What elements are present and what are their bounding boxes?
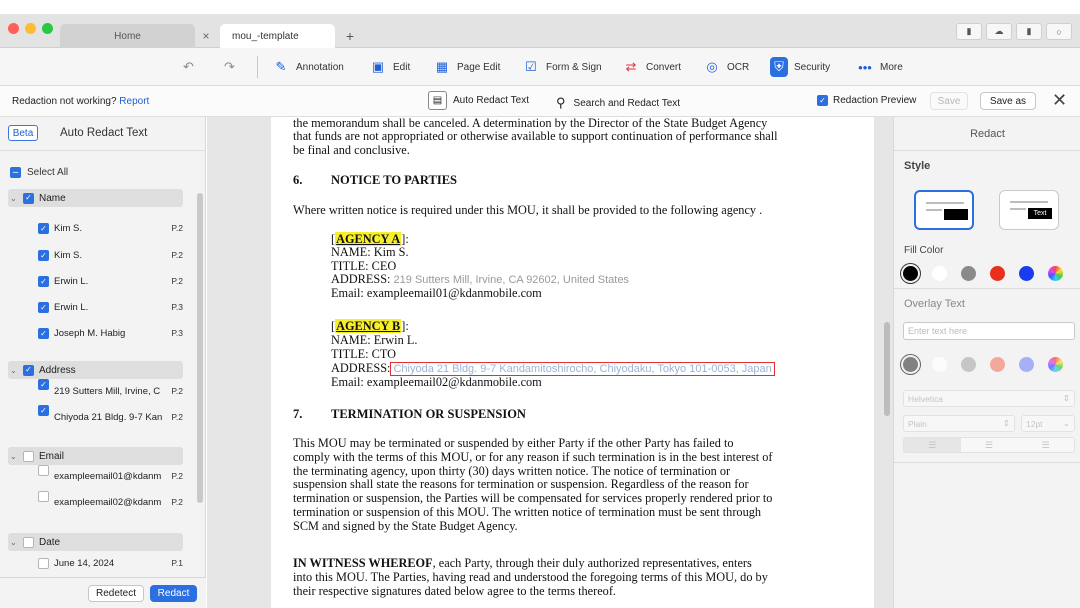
font-family-select[interactable]	[903, 390, 1075, 407]
chevron-down-icon[interactable]: ⌄	[10, 193, 17, 203]
address-label: ADDRESS:	[331, 361, 391, 375]
save-button[interactable]: Save	[930, 92, 968, 110]
beta-badge: Beta	[8, 125, 38, 141]
align-right-icon[interactable]: ☰	[1017, 438, 1074, 452]
chevron-down-icon: ⌄	[1062, 418, 1070, 428]
item-checkbox[interactable]	[38, 558, 49, 569]
item-checkbox[interactable]: ✓	[38, 379, 49, 390]
ocr-label: OCR	[727, 61, 750, 73]
item-label: Joseph M. Habig	[54, 328, 126, 339]
panel-scrollbar[interactable]	[197, 193, 203, 503]
item-label: exampleemail02@kdanm	[54, 497, 162, 508]
style-label: Style	[904, 160, 931, 172]
item-checkbox[interactable]: ✓	[38, 405, 49, 416]
swatch-gray[interactable]	[961, 266, 976, 281]
item-checkbox[interactable]: ✓	[38, 223, 49, 234]
item-label: Kim S.	[54, 250, 82, 261]
cloud-icon[interactable]: ☁	[986, 23, 1012, 40]
group-checkbox[interactable]	[23, 451, 34, 462]
section-number: 7.	[293, 407, 303, 421]
group-date[interactable]	[8, 533, 183, 551]
section-heading: NOTICE TO PARTIES	[331, 173, 457, 187]
doc-text: Email: exampleemail02@kdanmobile.com	[331, 375, 542, 389]
doc-text: termination or suspension, the Parties will be compensated for services properly rendered prior to	[293, 491, 773, 505]
zoom-window-button[interactable]	[42, 23, 53, 34]
doc-text: their respective signatures dated below agree to the terms thereof.	[293, 584, 617, 598]
user-icon[interactable]: ▮	[1016, 23, 1042, 40]
item-checkbox[interactable]	[38, 465, 49, 476]
convert-button[interactable]	[622, 57, 681, 77]
section-number: 6.	[293, 173, 303, 187]
doc-text: the terminating agency, upon thirty (30) days written notice. The notice of termination or	[293, 464, 731, 478]
more-label: More	[880, 61, 903, 73]
document-scrollbar[interactable]	[884, 322, 890, 416]
item-label: exampleemail01@kdanm	[54, 471, 162, 482]
panel-title: Auto Redact Text	[60, 127, 148, 139]
swatch-blue[interactable]	[1019, 266, 1034, 281]
swatch-black[interactable]	[903, 266, 918, 281]
doc-text: TITLE: CTO	[331, 347, 397, 361]
minimize-window-button[interactable]	[25, 23, 36, 34]
font-style-select[interactable]	[903, 415, 1015, 432]
list-item[interactable]	[38, 302, 183, 313]
list-item[interactable]	[38, 491, 183, 508]
doc-text: TITLE: CEO	[331, 259, 397, 273]
align-center-icon[interactable]: ☰	[961, 438, 1018, 452]
fill-block-icon	[944, 209, 968, 220]
font-family-value: Helvetica	[908, 393, 943, 404]
redaction-notice	[12, 96, 149, 107]
item-page: P.3	[171, 302, 183, 312]
doc-text: NAME: Erwin L.	[331, 333, 418, 347]
item-page: P.2	[171, 223, 183, 233]
list-item[interactable]	[38, 276, 183, 287]
group-label: Date	[39, 536, 61, 548]
checkbox-icon: ☑	[525, 59, 537, 74]
item-checkbox[interactable]: ✓	[38, 302, 49, 313]
item-label: 219 Sutters Mill, Irvine, C	[54, 386, 161, 397]
doc-text: NAME: Kim S.	[331, 245, 409, 259]
address-label: ADDRESS:	[331, 272, 391, 286]
overlay-text-label: Overlay Text	[904, 298, 965, 310]
group-label: Name	[39, 192, 66, 204]
style-option-text[interactable]	[999, 190, 1059, 230]
annotation-label: Annotation	[296, 61, 344, 73]
auto-redact-panel	[0, 117, 206, 608]
item-page: P.2	[171, 276, 183, 286]
align-left-icon[interactable]: ☰	[904, 438, 961, 452]
style-line	[1010, 208, 1026, 210]
page-edit-label: Page Edit	[457, 61, 501, 73]
list-item[interactable]	[38, 558, 183, 569]
redact-button[interactable]: Redact	[150, 585, 197, 602]
agency-b-heading: [AGENCY B]:	[331, 319, 409, 333]
auto-redact-label: Auto Redact Text	[453, 95, 529, 106]
panel-divider	[0, 150, 206, 151]
section-heading: TERMINATION OR SUSPENSION	[331, 407, 526, 421]
redaction-notice-text: Redaction not working?	[12, 96, 117, 107]
convert-icon: ⇄	[625, 59, 637, 74]
list-item[interactable]	[38, 465, 183, 482]
pen-icon: ✎	[275, 59, 287, 74]
item-page: P.2	[171, 471, 183, 481]
doc-text: SCM and signed by the State Budget Agency.	[293, 519, 518, 533]
more-button[interactable]	[856, 57, 903, 77]
title-bar	[0, 14, 1080, 48]
security-label: Security	[794, 61, 831, 73]
item-page: P.2	[171, 386, 183, 396]
group-checkbox[interactable]: ✓	[23, 365, 34, 376]
document-page	[271, 117, 874, 608]
new-tab-button[interactable]: +	[345, 28, 355, 44]
swatch-light-gray[interactable]	[961, 357, 976, 372]
style-option-fill[interactable]	[914, 190, 974, 230]
group-email[interactable]	[8, 447, 183, 465]
doc-text: This MOU may be terminated or suspended by either Party if the other Party has failed to	[293, 436, 734, 450]
font-style-value: Plain	[908, 418, 927, 429]
close-redaction-button[interactable]: ✕	[1052, 90, 1068, 110]
toolbar-divider	[257, 56, 258, 78]
item-checkbox[interactable]: ✓	[38, 328, 49, 339]
search-icon[interactable]: ○	[1046, 23, 1072, 40]
item-checkbox[interactable]: ✓	[38, 276, 49, 287]
item-page: P.2	[171, 250, 183, 260]
undo-button[interactable]: ↶	[183, 59, 194, 74]
swatch-salmon[interactable]	[990, 357, 1005, 372]
style-line	[1010, 201, 1048, 203]
style-line	[926, 202, 964, 204]
share-icon[interactable]: ▮	[956, 23, 982, 40]
witness-bold: IN WITNESS WHEREOF	[293, 556, 433, 570]
style-line	[926, 209, 942, 211]
search-redact-button[interactable]	[556, 95, 680, 111]
edit-button[interactable]	[369, 57, 410, 77]
list-item[interactable]	[38, 328, 183, 339]
witness-line	[293, 557, 868, 571]
doc-text: comply with the terms of this MOU, or for any reason if such termination is in the best interest of	[293, 450, 773, 464]
overlay-color-swatches	[903, 357, 1063, 372]
fill-color-swatches	[903, 266, 1063, 281]
chevron-down-icon[interactable]: ⌄	[10, 537, 17, 547]
witness-rest: , each Party, through their duly authorized representatives, enters	[432, 556, 752, 570]
item-page: P.3	[171, 328, 183, 338]
auto-redact-icon: ▤	[428, 91, 447, 110]
ocr-icon: ◎	[706, 59, 718, 74]
tab-home[interactable]: Home	[60, 24, 195, 48]
doc-text: that funds are not appropriated or otherwise available to support continuation of performance shall	[293, 129, 778, 143]
item-page: P.2	[171, 497, 183, 507]
item-label: Erwin L.	[54, 302, 89, 313]
save-as-button[interactable]: Save as	[980, 92, 1036, 110]
redaction-bar	[0, 86, 1080, 117]
group-checkbox[interactable]: ✓	[23, 193, 34, 204]
list-item[interactable]	[38, 250, 183, 261]
redaction-mark[interactable]: Chiyoda 21 Bldg. 9-7 Kandamitoshirocho, Chiyodaku, Tokyo 101-0053, Japan	[390, 362, 774, 376]
swatch-white[interactable]	[932, 357, 947, 372]
search-icon: ⚲	[556, 95, 566, 110]
convert-label: Convert	[646, 61, 682, 73]
agency-b-highlight[interactable]: AGENCY B	[336, 319, 401, 333]
font-size-select[interactable]	[1021, 415, 1075, 432]
item-label: Erwin L.	[54, 276, 89, 287]
swatch-periwinkle[interactable]	[1019, 357, 1034, 372]
form-sign-button[interactable]	[522, 57, 602, 77]
group-checkbox[interactable]	[23, 537, 34, 548]
form-sign-label: Form & Sign	[546, 61, 602, 73]
fill-color-label: Fill Color	[904, 245, 944, 256]
main-toolbar	[0, 48, 1080, 86]
item-label: Chiyoda 21 Bldg. 9-7 Kan	[54, 412, 162, 423]
security-button[interactable]	[770, 57, 830, 77]
preview-checkbox[interactable]: ✓	[817, 95, 828, 106]
annotation-button[interactable]	[272, 57, 344, 77]
doc-text: be final and conclusive.	[293, 143, 410, 157]
agency-a-highlight[interactable]: AGENCY A	[336, 232, 401, 246]
group-address[interactable]	[8, 361, 183, 379]
doc-text: the memorandum shall be canceled. A determination by the Director of the State Budget Agency	[293, 117, 768, 130]
list-item[interactable]	[38, 405, 183, 423]
agency-a-heading: [AGENCY A]:	[331, 232, 409, 246]
font-size-value: 12pt	[1026, 418, 1043, 429]
group-label: Address	[39, 364, 76, 376]
panel-divider	[894, 288, 1080, 289]
chevron-down-icon[interactable]: ⌄	[10, 451, 17, 461]
group-label: Email	[39, 450, 65, 462]
list-item[interactable]	[38, 379, 183, 397]
panel-actions	[0, 577, 206, 608]
more-icon: •••	[858, 59, 872, 75]
text-align-group	[903, 437, 1075, 453]
edit-label: Edit	[393, 61, 411, 73]
ocr-button[interactable]	[703, 57, 749, 77]
window-controls	[8, 23, 53, 34]
grid-icon: ▦	[435, 59, 449, 74]
doc-text: Email: exampleemail01@kdanmobile.com	[331, 286, 542, 300]
item-page: P.1	[171, 558, 183, 568]
select-all-label: Select All	[27, 167, 69, 178]
text-block-icon: Text	[1028, 208, 1052, 219]
item-checkbox[interactable]: ✓	[38, 250, 49, 261]
swatch-dark-gray[interactable]	[903, 357, 918, 372]
close-window-button[interactable]	[8, 23, 19, 34]
doc-text: Where written notice is required under this MOU, it shall be provided to the following agency .	[293, 203, 763, 217]
doc-text: into this MOU. The Parties, having read and understood the foregoing terms of this MOU, do by	[293, 570, 768, 584]
chevron-updown-icon: ⇕	[1062, 393, 1070, 403]
color-picker-icon[interactable]	[1048, 266, 1063, 281]
doc-text: termination or suspension of this MOU. The written notice of termination must be sent through	[293, 505, 762, 519]
item-page: P.2	[171, 412, 183, 422]
redact-settings-panel	[893, 117, 1080, 608]
item-label: June 14, 2024	[54, 558, 115, 569]
redo-button[interactable]: ↷	[224, 59, 235, 74]
swatch-red[interactable]	[990, 266, 1005, 281]
edit-icon: ▣	[371, 59, 385, 74]
redetect-button[interactable]: Redetect	[88, 585, 144, 602]
panel-divider	[894, 462, 1080, 463]
title-actions	[956, 23, 1072, 40]
doc-text: suspension shall state the reasons for termination or suspension. Regardless of the reason for	[293, 477, 749, 491]
page-edit-button[interactable]	[433, 57, 500, 77]
report-link[interactable]: Report	[119, 96, 150, 107]
auto-redact-button[interactable]	[428, 91, 529, 110]
redaction-preview-toggle[interactable]	[817, 95, 916, 106]
preview-label: Redaction Preview	[833, 95, 917, 106]
redacted-address[interactable]: 219 Sutters Mill, Irvine, CA 92602, United States	[393, 274, 629, 286]
search-redact-label: Search and Redact Text	[573, 97, 681, 109]
swatch-white[interactable]	[932, 266, 947, 281]
shield-icon: ⛨	[770, 57, 788, 77]
tab-document[interactable]: mou_-template	[220, 24, 335, 48]
panel-title: Redact	[970, 128, 1005, 140]
item-label: Kim S.	[54, 223, 82, 234]
group-name[interactable]	[8, 189, 183, 207]
color-picker-icon[interactable]	[1048, 357, 1063, 372]
overlay-text-input[interactable]: Enter text here	[903, 322, 1075, 340]
panel-divider	[894, 150, 1080, 151]
list-item[interactable]	[38, 223, 183, 234]
select-all-checkbox[interactable]: –	[10, 167, 21, 178]
select-all-toggle[interactable]	[10, 167, 68, 178]
tab-close-button[interactable]: ×	[202, 29, 210, 43]
chevron-down-icon[interactable]: ⌄	[10, 365, 17, 375]
chevron-updown-icon: ⇕	[1002, 418, 1010, 428]
document-viewer	[207, 117, 893, 608]
item-checkbox[interactable]	[38, 491, 49, 502]
